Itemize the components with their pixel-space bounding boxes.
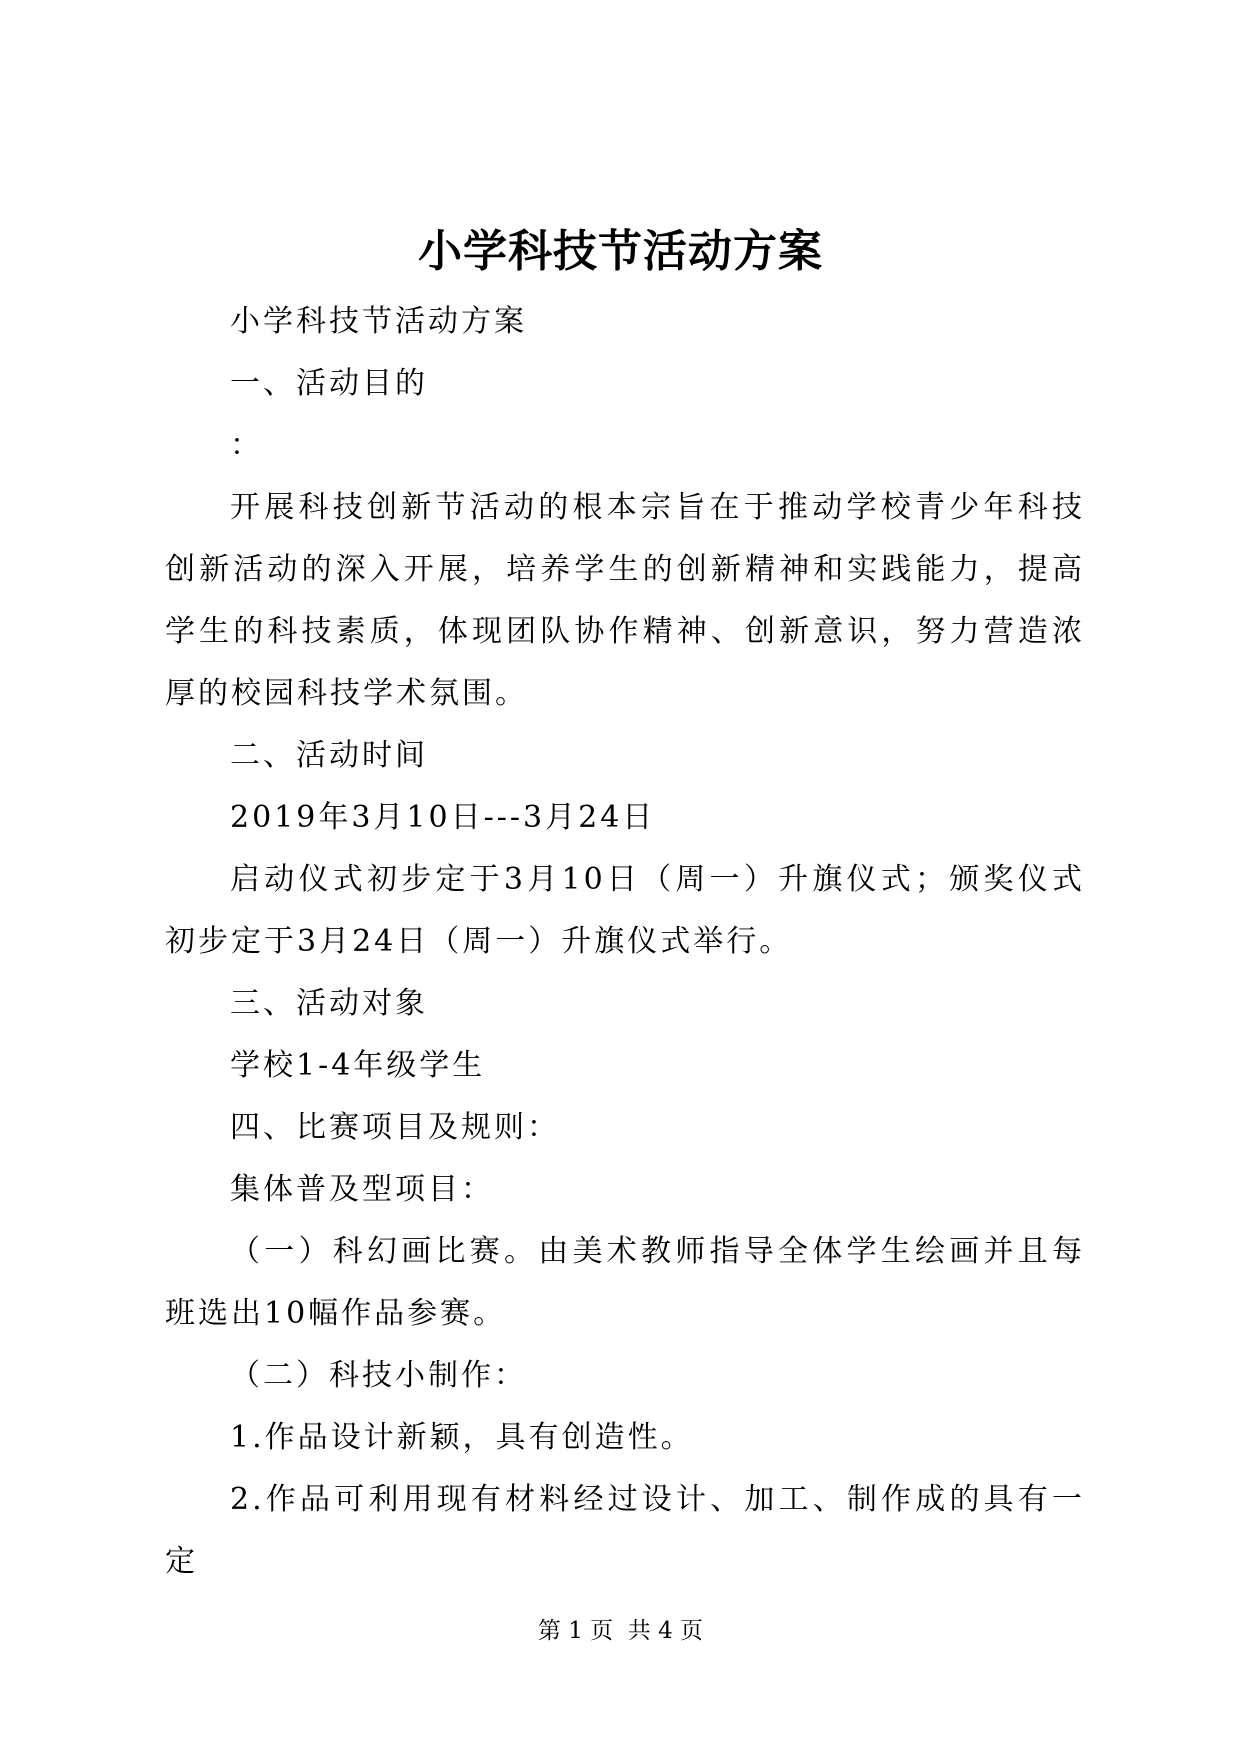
- paragraph: 小学科技节活动方案: [230, 304, 527, 339]
- paragraph: 集体普及型项目：: [230, 1172, 494, 1207]
- paragraph: （二）科技小制作：: [230, 1358, 527, 1393]
- section-heading-purpose: 一、活动目的: [230, 366, 428, 401]
- paragraph: 学校1-4年级学生: [230, 1048, 486, 1083]
- paragraph: （一）科幻画比赛。由美术教师指导全体学生绘画并且每班选出10幅作品参赛。: [165, 1234, 1085, 1331]
- section-heading-time: 二、活动时间: [230, 738, 428, 773]
- document-body: [165, 291, 1085, 1593]
- paragraph: ：: [230, 428, 263, 463]
- document-title: 小学科技节活动方案: [418, 226, 823, 277]
- paragraph: 开展科技创新节活动的根本宗旨在于推动学校青少年科技创新活动的深入开展，培养学生的创新精神和实践能力，提高学生的科技素质，体现团队协作精神、创新意识，努力营造浓厚的校园科技学术氛围。: [165, 490, 1085, 711]
- page-footer: [0, 1615, 1241, 1647]
- page-number: 第 1 页 共 4 页: [537, 1618, 704, 1644]
- paragraph: 2.作品可利用现有材料经过设计、加工、制作成的具有一定: [165, 1482, 1085, 1579]
- section-heading-competition: 四、比赛项目及规则：: [230, 1110, 560, 1145]
- paragraph: 启动仪式初步定于3月10日（周一）升旗仪式；颁奖仪式初步定于3月24日（周一）升旗仪式举行。: [165, 862, 1085, 959]
- section-heading-participants: 三、活动对象: [230, 986, 428, 1021]
- paragraph: 1.作品设计新颖，具有创造性。: [230, 1420, 694, 1455]
- paragraph: 2019年3月10日---3月24日: [230, 800, 656, 835]
